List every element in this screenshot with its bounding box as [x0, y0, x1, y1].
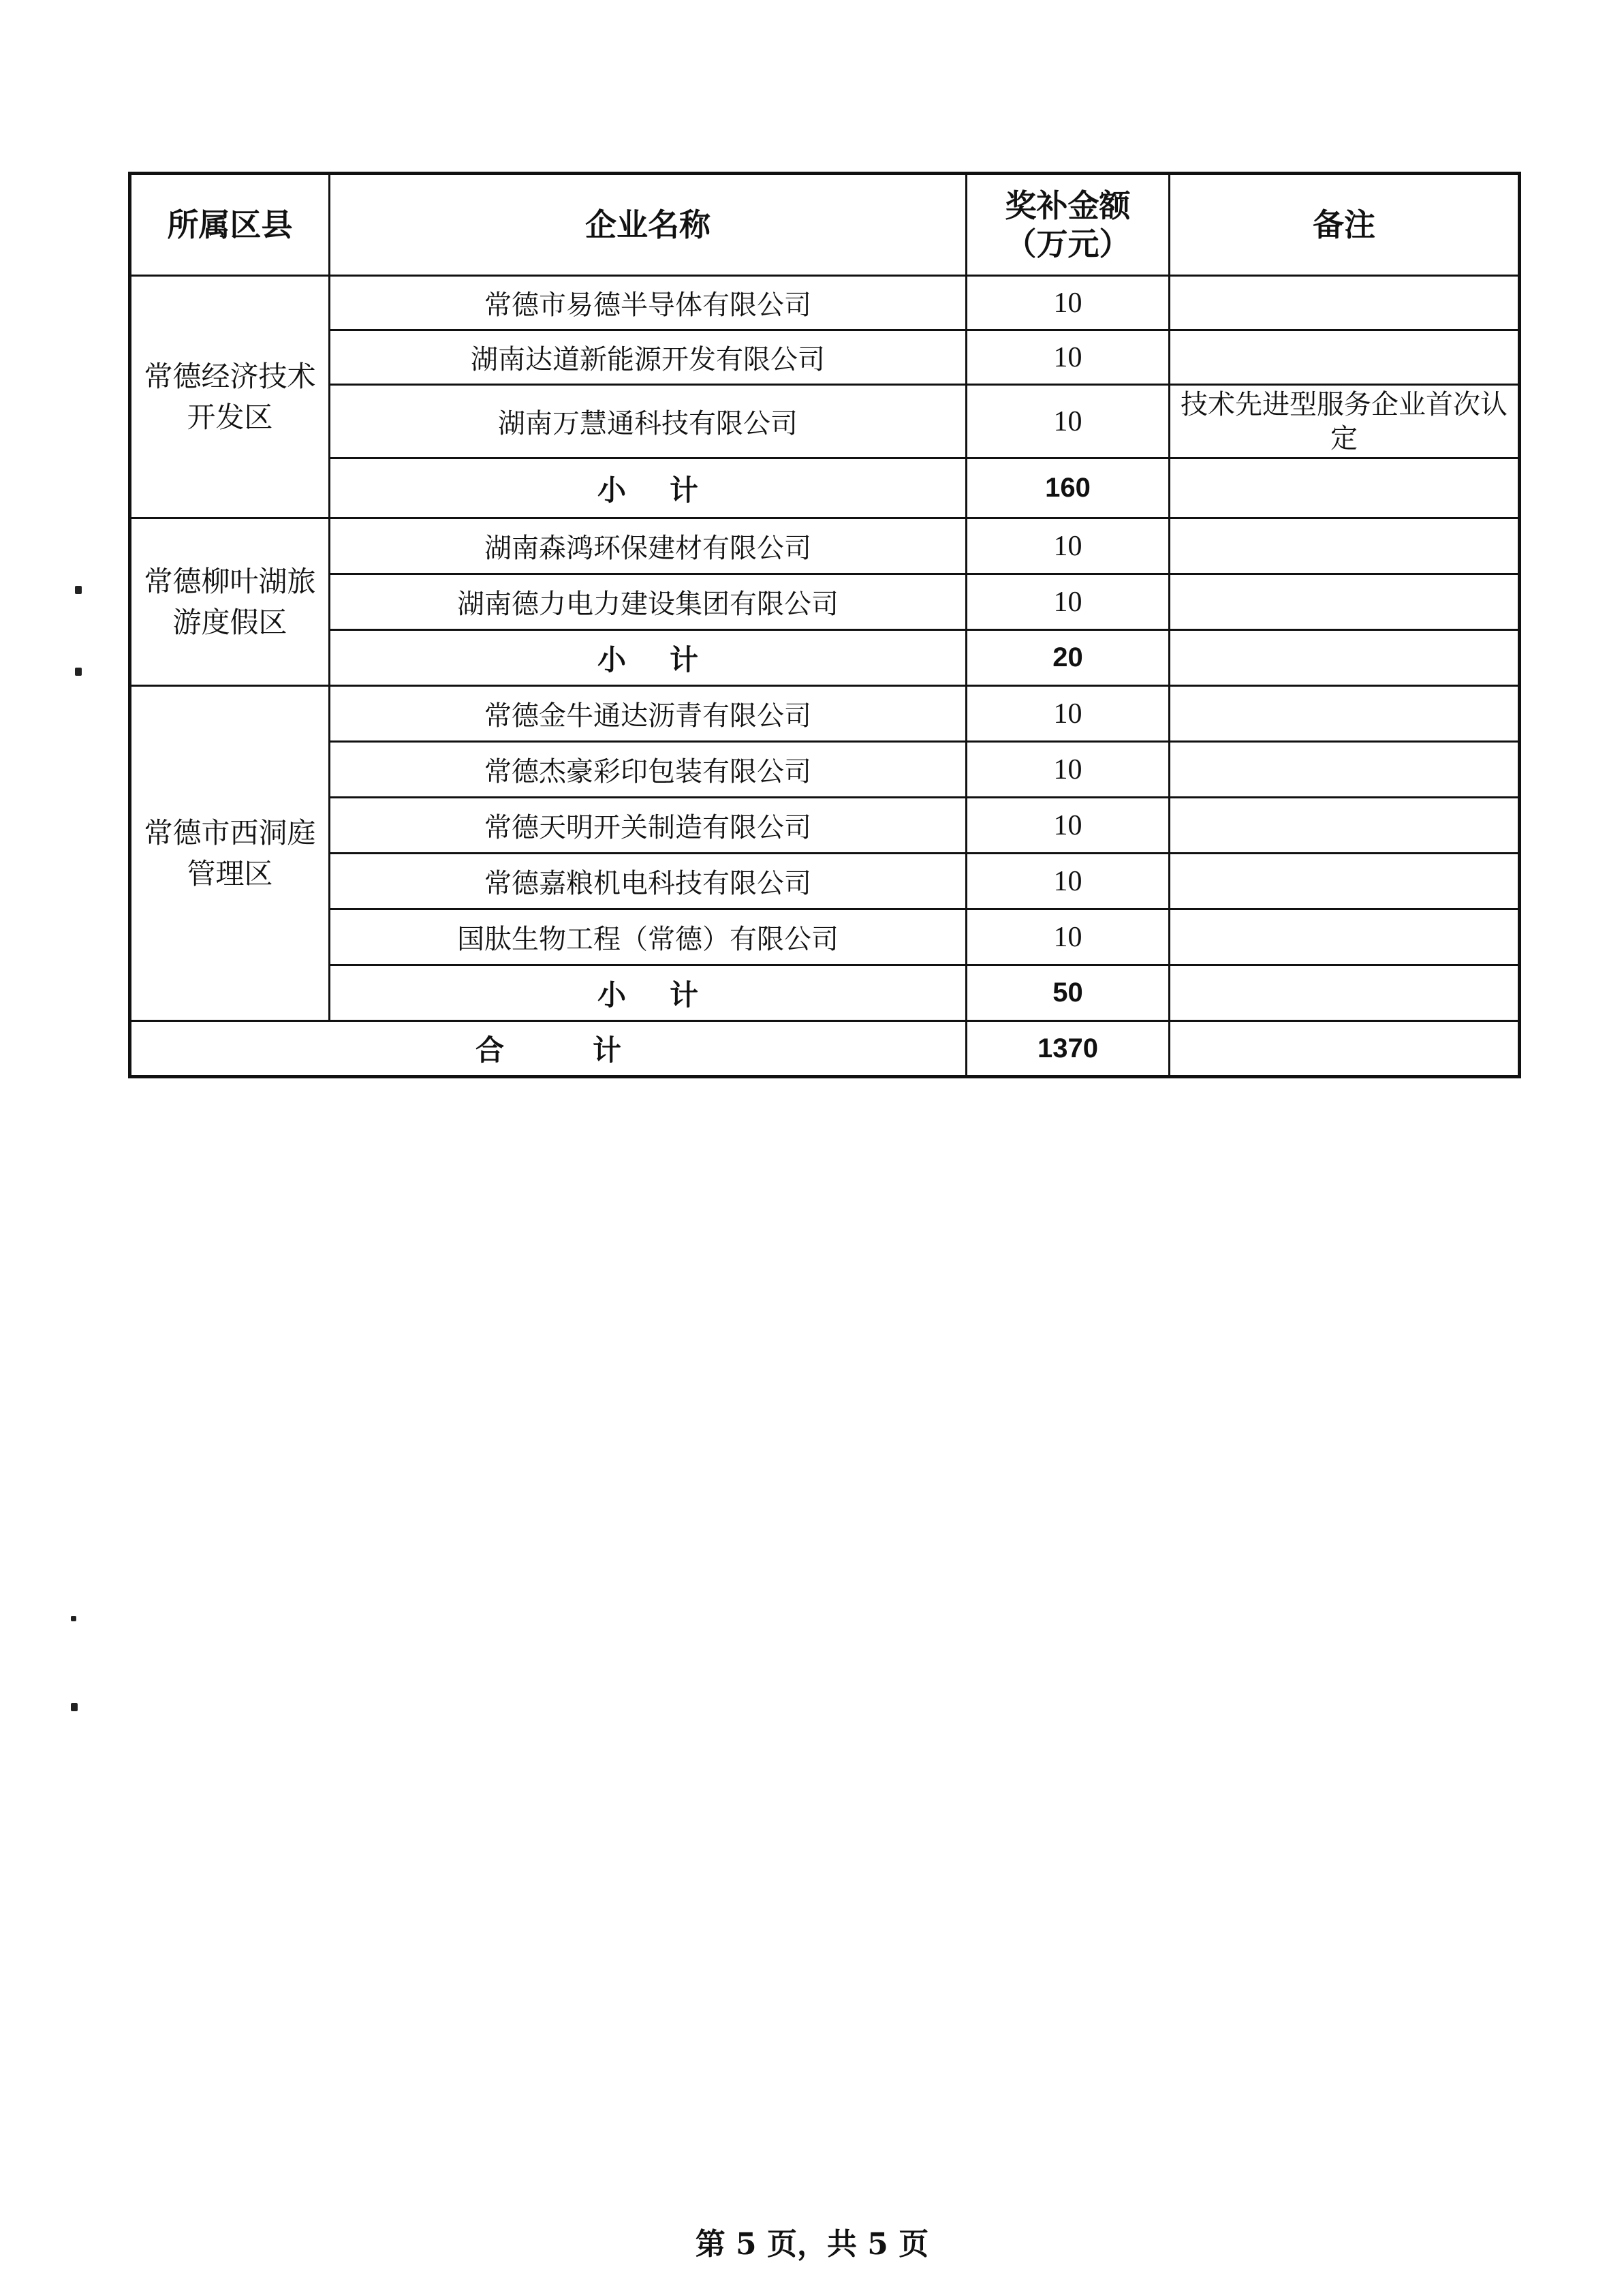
district-name: 常德市西洞庭管理区	[144, 815, 316, 890]
company-cell: 湖南德力电力建设集团有限公司	[330, 574, 967, 630]
table-row	[130, 276, 1520, 330]
amount-cell: 10	[967, 574, 1170, 630]
table-row	[130, 385, 1520, 458]
amount-cell: 10	[967, 330, 1170, 385]
remark-cell	[1170, 686, 1520, 742]
table-row	[130, 854, 1520, 909]
subtotal-amount: 20	[967, 630, 1170, 686]
amount-cell: 10	[967, 742, 1170, 798]
remark-cell	[1170, 385, 1520, 458]
subtotal-amount: 50	[967, 965, 1170, 1021]
remark-cell	[1170, 630, 1520, 686]
remark-cell	[1170, 518, 1520, 574]
subsidy-table	[128, 172, 1521, 1078]
district-name: 常德经济技术开发区	[144, 359, 316, 434]
district-cell	[130, 686, 330, 1021]
remark-cell	[1170, 330, 1520, 385]
remark-cell	[1170, 854, 1520, 909]
company-cell: 常德天明开关制造有限公司	[330, 798, 967, 854]
page-footer: 第 5 页，共 5 页	[695, 2227, 929, 2262]
subtotal-label: 小计	[330, 458, 967, 518]
company-cell: 湖南森鸿环保建材有限公司	[330, 518, 967, 574]
table-row	[130, 518, 1520, 574]
amount-cell: 10	[967, 518, 1170, 574]
remark-cell	[1170, 276, 1520, 330]
remark-cell	[1170, 1021, 1520, 1077]
company-cell: 常德嘉粮机电科技有限公司	[330, 854, 967, 909]
table-row	[130, 742, 1520, 798]
district-cell	[130, 276, 330, 518]
table-row	[130, 330, 1520, 385]
amount-cell: 10	[967, 686, 1170, 742]
header-company: 企业名称	[330, 174, 967, 276]
company-cell: 常德市易德半导体有限公司	[330, 276, 967, 330]
company-cell: 常德金牛通达沥青有限公司	[330, 686, 967, 742]
subtotal-label: 小计	[330, 965, 967, 1021]
table-header-row	[130, 174, 1520, 276]
table-row	[130, 574, 1520, 630]
company-cell: 湖南万慧通科技有限公司	[330, 385, 967, 458]
district-name: 常德柳叶湖旅游度假区	[144, 564, 316, 639]
total-amount: 1370	[967, 1021, 1170, 1077]
remark-cell	[1170, 798, 1520, 854]
remark-cell	[1170, 909, 1520, 965]
subtotal-amount: 160	[967, 458, 1170, 518]
table-row	[130, 798, 1520, 854]
amount-cell: 10	[967, 276, 1170, 330]
company-cell: 国肽生物工程（常德）有限公司	[330, 909, 967, 965]
remark-cell	[1170, 965, 1520, 1021]
company-cell: 常德杰豪彩印包装有限公司	[330, 742, 967, 798]
amount-cell: 10	[967, 798, 1170, 854]
amount-cell: 10	[967, 854, 1170, 909]
remark-cell	[1170, 742, 1520, 798]
table-row	[130, 909, 1520, 965]
scan-mark	[75, 586, 82, 594]
subtotal-row	[130, 965, 1520, 1021]
scan-mark	[71, 1703, 78, 1711]
amount-cell: 10	[967, 385, 1170, 458]
scan-mark	[71, 1616, 76, 1621]
remark-cell	[1170, 458, 1520, 518]
header-remark: 备注	[1170, 174, 1520, 276]
total-row	[130, 1021, 1520, 1077]
district-cell	[130, 518, 330, 686]
remark-text: 技术先进型服务企业首次认定	[1181, 388, 1508, 454]
header-district: 所属区县	[130, 174, 330, 276]
amount-cell: 10	[967, 909, 1170, 965]
subtotal-label: 小计	[330, 630, 967, 686]
company-cell: 湖南达道新能源开发有限公司	[330, 330, 967, 385]
remark-cell	[1170, 574, 1520, 630]
total-label: 合计	[130, 1021, 967, 1077]
subtotal-row	[130, 458, 1520, 518]
header-amount	[967, 174, 1170, 276]
subtotal-row	[130, 630, 1520, 686]
header-amount-label: 奖补金额（万元）	[1005, 187, 1131, 262]
scan-mark	[75, 668, 82, 676]
table-row	[130, 686, 1520, 742]
